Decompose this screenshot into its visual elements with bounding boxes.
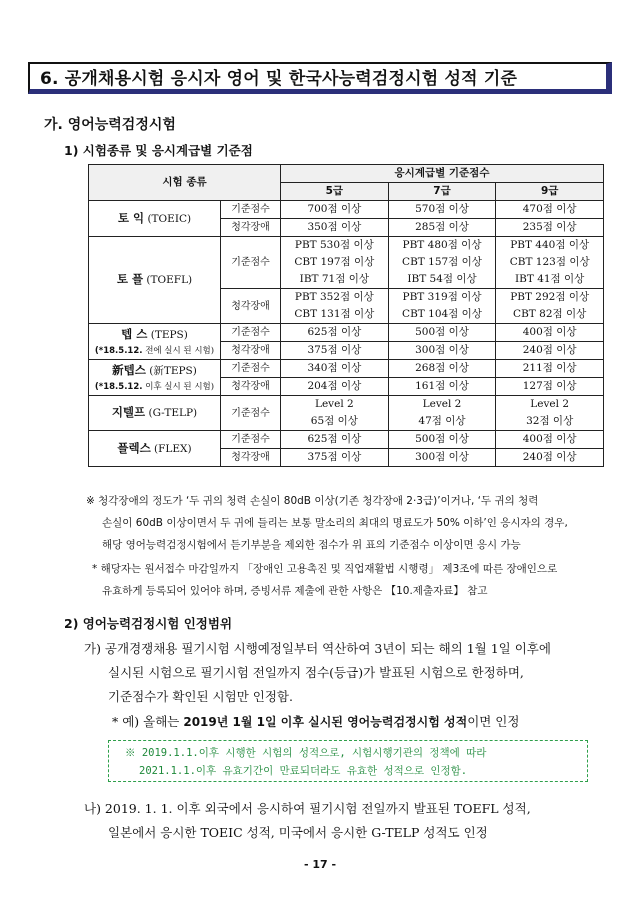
row-label: 청각장애: [221, 449, 281, 467]
row-label: 기준점수: [221, 431, 281, 449]
score-cell: 268점 이상: [388, 360, 496, 378]
score-cell: 375점 이상: [281, 342, 389, 360]
score-cell: 127점 이상: [496, 378, 604, 396]
row-label: 청각장애: [221, 219, 281, 237]
row-label: 기준점수: [221, 201, 281, 219]
page-number: - 17 -: [303, 858, 337, 871]
score-cell: 300점 이상: [388, 342, 496, 360]
paragraph-line: 가) 공개경쟁채용 필기시험 시행예정일부터 역산하여 3년이 되는 해의 1월 1일 이후에: [84, 641, 551, 656]
score-cell: 285점 이상: [388, 219, 496, 237]
note-line: 손실이 60dB 이상이면서 두 귀에 들리는 보통 말소리의 최대의 명료도가 50% 이하’인 응시자의 경우,: [102, 517, 568, 529]
header-exam-type: 시험 종류: [89, 165, 281, 201]
exam-flex: 플렉스 (FLEX): [89, 431, 221, 467]
score-cell: Level 2 47점 이상: [388, 396, 496, 431]
paragraph-line: 기준점수가 확인된 시험만 인정함.: [108, 689, 293, 704]
score-cell: 570점 이상: [388, 201, 496, 219]
note-line: ※ 청각장애의 정도가 ‘두 귀의 청력 손실이 80dB 이상(기존 청각장애 2·3급)’이거나, ‘두 귀의 청력: [86, 495, 539, 507]
header-grade-score: 응시계급별 기준점수: [281, 165, 604, 183]
header-grade-7: 7급: [388, 183, 496, 201]
score-cell: 300점 이상: [388, 449, 496, 467]
score-cell: PBT 352점 이상 CBT 131점 이상: [281, 289, 389, 324]
row-label: 청각장애: [221, 378, 281, 396]
exam-teps: 텝 스 (TEPS) (*18.5.12. 전에 실시 된 시험): [89, 324, 221, 360]
item-2-heading: 2) 영어능력검정시험 인정범위: [64, 616, 233, 631]
score-cell: 161점 이상: [388, 378, 496, 396]
score-cell: Level 2 32점 이상: [496, 396, 604, 431]
row-label: 기준점수: [221, 237, 281, 289]
score-cell: 211점 이상: [496, 360, 604, 378]
subsection-heading: 가. 영어능력검정시험: [44, 117, 176, 133]
row-label: 기준점수: [221, 324, 281, 342]
example-line: * 예) 올해는 2019년 1월 1일 이후 실시된 영어능력검정시험 성적이면 인정: [112, 714, 520, 729]
box-note-line: 2021.1.1.이후 유효기간이 만료되더라도 유효한 성적으로 인정함.: [139, 765, 468, 777]
score-cell: 240점 이상: [496, 342, 604, 360]
paragraph-line: 일본에서 응시한 TOEIC 성적, 미국에서 응시한 G-TELP 성적도 인정: [108, 825, 488, 840]
exam-new-teps: 新텝스 (新TEPS) (*18.5.12. 이후 실시 된 시험): [89, 360, 221, 396]
score-cell: 340점 이상: [281, 360, 389, 378]
score-cell: 375점 이상: [281, 449, 389, 467]
note-line: 유효하게 등록되어 있어야 하며, 증빙서류 제출에 관한 사항은 【10.제출자료】 참고: [102, 585, 488, 597]
exam-toefl: 토 플 (TOEFL): [89, 237, 221, 324]
score-cell: 240점 이상: [496, 449, 604, 467]
score-table: [88, 164, 604, 467]
row-label: 청각장애: [221, 342, 281, 360]
row-label: 기준점수: [221, 396, 281, 431]
score-cell: 235점 이상: [496, 219, 604, 237]
row-label: 기준점수: [221, 360, 281, 378]
section-title: 6. 공개채용시험 응시자 영어 및 한국사능력검정시험 성적 기준: [28, 62, 612, 94]
paragraph-line: 실시된 시험으로 필기시험 전일까지 점수(등급)가 발표된 시험으로 한정하며,: [108, 665, 524, 680]
row-label: 청각장애: [221, 289, 281, 324]
header-grade-9: 9급: [496, 183, 604, 201]
exam-toeic: 토 익 (TOEIC): [89, 201, 221, 237]
note-line: * 해당자는 원서접수 마감일까지 「장애인 고용촉진 및 직업재활법 시행령」 제3조에 따른 장애인으로: [92, 563, 558, 575]
exam-gtelp: 지텔프 (G-TELP): [89, 396, 221, 431]
validity-note-box: [108, 740, 588, 782]
score-cell: 500점 이상: [388, 431, 496, 449]
score-cell: PBT 292점 이상 CBT 82점 이상: [496, 289, 604, 324]
score-cell: PBT 440점 이상 CBT 123점 이상 IBT 41점 이상: [496, 237, 604, 289]
score-cell: PBT 480점 이상 CBT 157점 이상 IBT 54점 이상: [388, 237, 496, 289]
score-cell: 625점 이상: [281, 431, 389, 449]
score-cell: 400점 이상: [496, 324, 604, 342]
score-cell: 625점 이상: [281, 324, 389, 342]
score-cell: 350점 이상: [281, 219, 389, 237]
note-line: 해당 영어능력검정시험에서 듣기부분을 제외한 점수가 위 표의 기준점수 이상이면 응시 가능: [102, 539, 521, 551]
score-cell: Level 2 65점 이상: [281, 396, 389, 431]
score-cell: 470점 이상: [496, 201, 604, 219]
score-cell: 700점 이상: [281, 201, 389, 219]
score-cell: 500점 이상: [388, 324, 496, 342]
item-1-heading: 1) 시험종류 및 응시계급별 기준점: [64, 143, 253, 158]
score-cell: 204점 이상: [281, 378, 389, 396]
paragraph-line: 나) 2019. 1. 1. 이후 외국에서 응시하여 필기시험 전일까지 발표된 TOEFL 성적,: [84, 801, 531, 816]
score-cell: PBT 319점 이상 CBT 104점 이상: [388, 289, 496, 324]
score-cell: 400점 이상: [496, 431, 604, 449]
header-grade-5: 5급: [281, 183, 389, 201]
box-note-line: ※ 2019.1.1.이후 시행한 시험의 성적으로, 시험시행기관의 정책에 따라: [125, 747, 487, 759]
score-cell: PBT 530점 이상 CBT 197점 이상 IBT 71점 이상: [281, 237, 389, 289]
